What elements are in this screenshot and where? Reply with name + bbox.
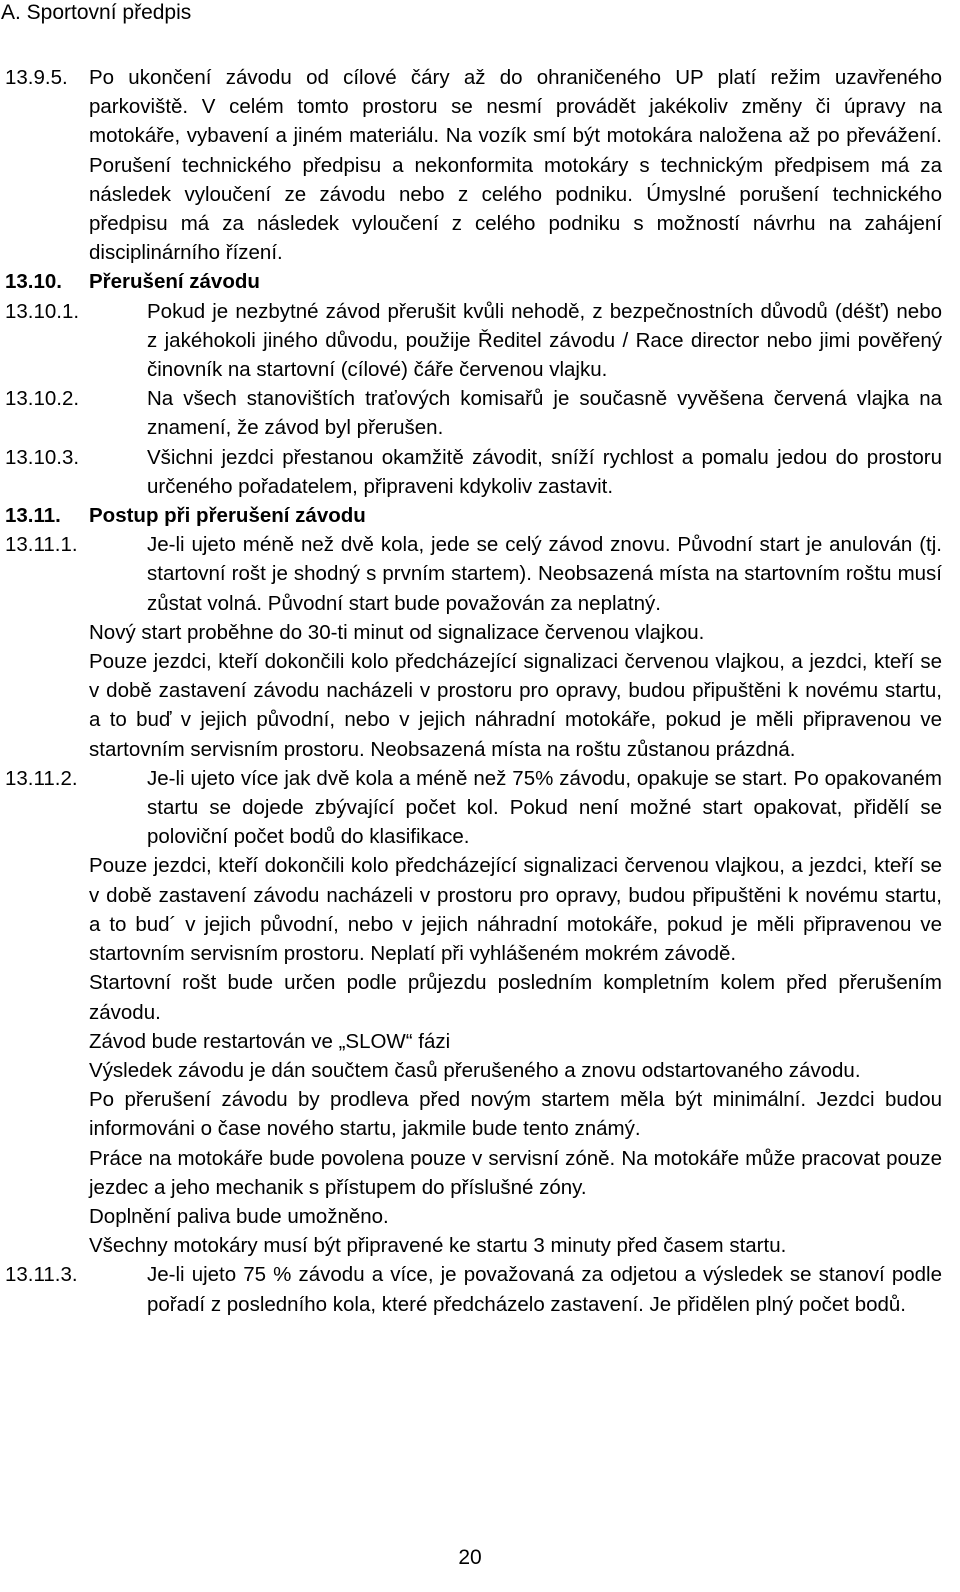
paragraph: Doplnění paliva bude umožněno. <box>89 1204 389 1228</box>
section-number: 13.11.2. <box>5 766 78 790</box>
section-number: 13.10. <box>5 270 62 294</box>
paragraph: Pouze jezdci, kteří dokončili kolo předcházející signalizaci červenou vlajkou, a jezdci, kteří se v době zastavení závodu nacházeli v prostoru pro opravy, budou připuštěni k novému startu, a to buď v jejich původní, nebo v jejich náhradní motokáře, pokud je měli připravenou ve startovním servisním prostoru. Neobsazená místa na roštu zůstanou prázdná. <box>89 650 942 761</box>
section-number: 13.11.3. <box>5 1263 78 1287</box>
paragraph: Po přerušení závodu by prodleva před novým startem měla být minimální. Jezdci budou informováni o čase nového startu, jakmile bude tento známý. <box>89 1088 942 1141</box>
section-number: 13.10.2. <box>5 387 80 411</box>
paragraph: Je-li ujeto 75 % závodu a více, je považovaná za odjetou a výsledek se stanoví podle pořadí z posledního kola, které předcházelo zastavení. Je přidělen plný počet bodů. <box>147 1263 942 1316</box>
paragraph: Je-li ujeto více jak dvě kola a méně než 75% závodu, opakuje se start. Po opakovaném startu se dojede zbývající počet kol. Pokud není možné start opakovat, přidělí se poloviční počet bodů do klasifikace. <box>147 766 942 849</box>
section-13-10-1 <box>5 297 942 385</box>
section-heading-13-10 <box>5 267 942 296</box>
section-title: Přerušení závodu <box>89 270 260 294</box>
paragraph: Všichni jezdci přestanou okamžitě závodit, sníží rychlost a pomalu jedou do prostoru určeného pořadatelem, připraveni kdykoliv zastavit. <box>147 445 942 498</box>
section-number: 13.9.5. <box>5 66 68 89</box>
section-number: 13.11. <box>5 504 61 528</box>
section-13-11-2 <box>5 764 942 852</box>
section-number: 13.10.3. <box>5 445 80 469</box>
paragraph: Všechny motokáry musí být připravené ke startu 3 minuty před časem startu. <box>89 1234 787 1258</box>
section-13-11-1-continued <box>5 618 942 764</box>
document-body <box>5 63 942 1319</box>
paragraph: Po ukončení závodu od cílové čáry až do ohraničeného UP platí režim uzavřeného parkoviště. V celém tomto prostoru se nesmí provádět jakékoliv změny či úpravy na motokáře, vybavení a jiném materiálu. Na vozík smí být motokára naložena až po převážení. Porušení technického předpisu a nekonformita motokáry s technickým předpisem má za následek vyloučení ze závodu nebo z celého podniku. Úmyslné porušení technického předpisu má za následek vyloučení z celého podniku s možností návrhu na zahájení disciplinárního řízení. <box>89 66 942 265</box>
paragraph: Závod bude restartován ve „SLOW“ fázi <box>89 1029 451 1053</box>
paragraph: Je-li ujeto méně než dvě kola, jede se celý závod znovu. Původní start je anulován (tj. startovní rošt je shodný s prvním startem). Neobsazená místa na startovním roštu musí zůstat volná. Původní start bude považován za neplatný. <box>147 533 942 615</box>
section-13-10-3 <box>5 443 942 501</box>
paragraph: Na všech stanovištích traťových komisařů je současně vyvěšena červená vlajka na znamení, že závod byl přerušen. <box>147 387 942 440</box>
page-number: 20 <box>458 1546 482 1569</box>
section-number: 13.11.1. <box>5 533 78 557</box>
section-heading-13-11 <box>5 501 942 530</box>
paragraph: Výsledek závodu je dán součtem časů přerušeného a znovu odstartovaného závodu. <box>89 1058 861 1082</box>
paragraph: Pouze jezdci, kteří dokončili kolo předcházející signalizaci červenou vlajkou, a jezdci, kteří se v době zastavení závodu nacházeli v prostoru pro opravy, budou připuštěni k novému startu, a to bud´ v jejich původní, nebo v jejich náhradní motokáře, pokud je měli připravenou ve startovním servisním prostoru. Neplatí při vyhlášeném mokrém závodě. <box>89 854 942 966</box>
paragraph: Nový start proběhne do 30-ti minut od signalizace červenou vlajkou. <box>89 620 705 644</box>
paragraph: Pokud je nezbytné závod přerušit kvůli nehodě, z bezpečnostních důvodů (déšť) nebo z jakéhokoli jiného důvodu, použije Ředitel závodu / Race director nebo jimi pověřený činovník na startovní (cílové) čáře červenou vlajku. <box>147 299 942 382</box>
section-13-9-5 <box>5 63 942 267</box>
paragraph: Startovní rošt bude určen podle průjezdu posledním kompletním kolem před přerušením závodu. <box>89 971 942 1024</box>
section-number: 13.10.1. <box>5 299 80 323</box>
section-title: Postup při přerušení závodu <box>89 504 366 528</box>
section-13-10-2 <box>5 384 942 442</box>
section-13-11-2-continued <box>5 851 942 1260</box>
section-13-11-1 <box>5 530 942 618</box>
page-header-title: A. Sportovní předpis <box>1 1 192 24</box>
paragraph: Práce na motokáře bude povolena pouze v servisní zóně. Na motokáře může pracovat pouze jezdec a jeho mechanik s přístupem do příslušné zóny. <box>89 1146 942 1199</box>
section-13-11-3 <box>5 1260 942 1318</box>
